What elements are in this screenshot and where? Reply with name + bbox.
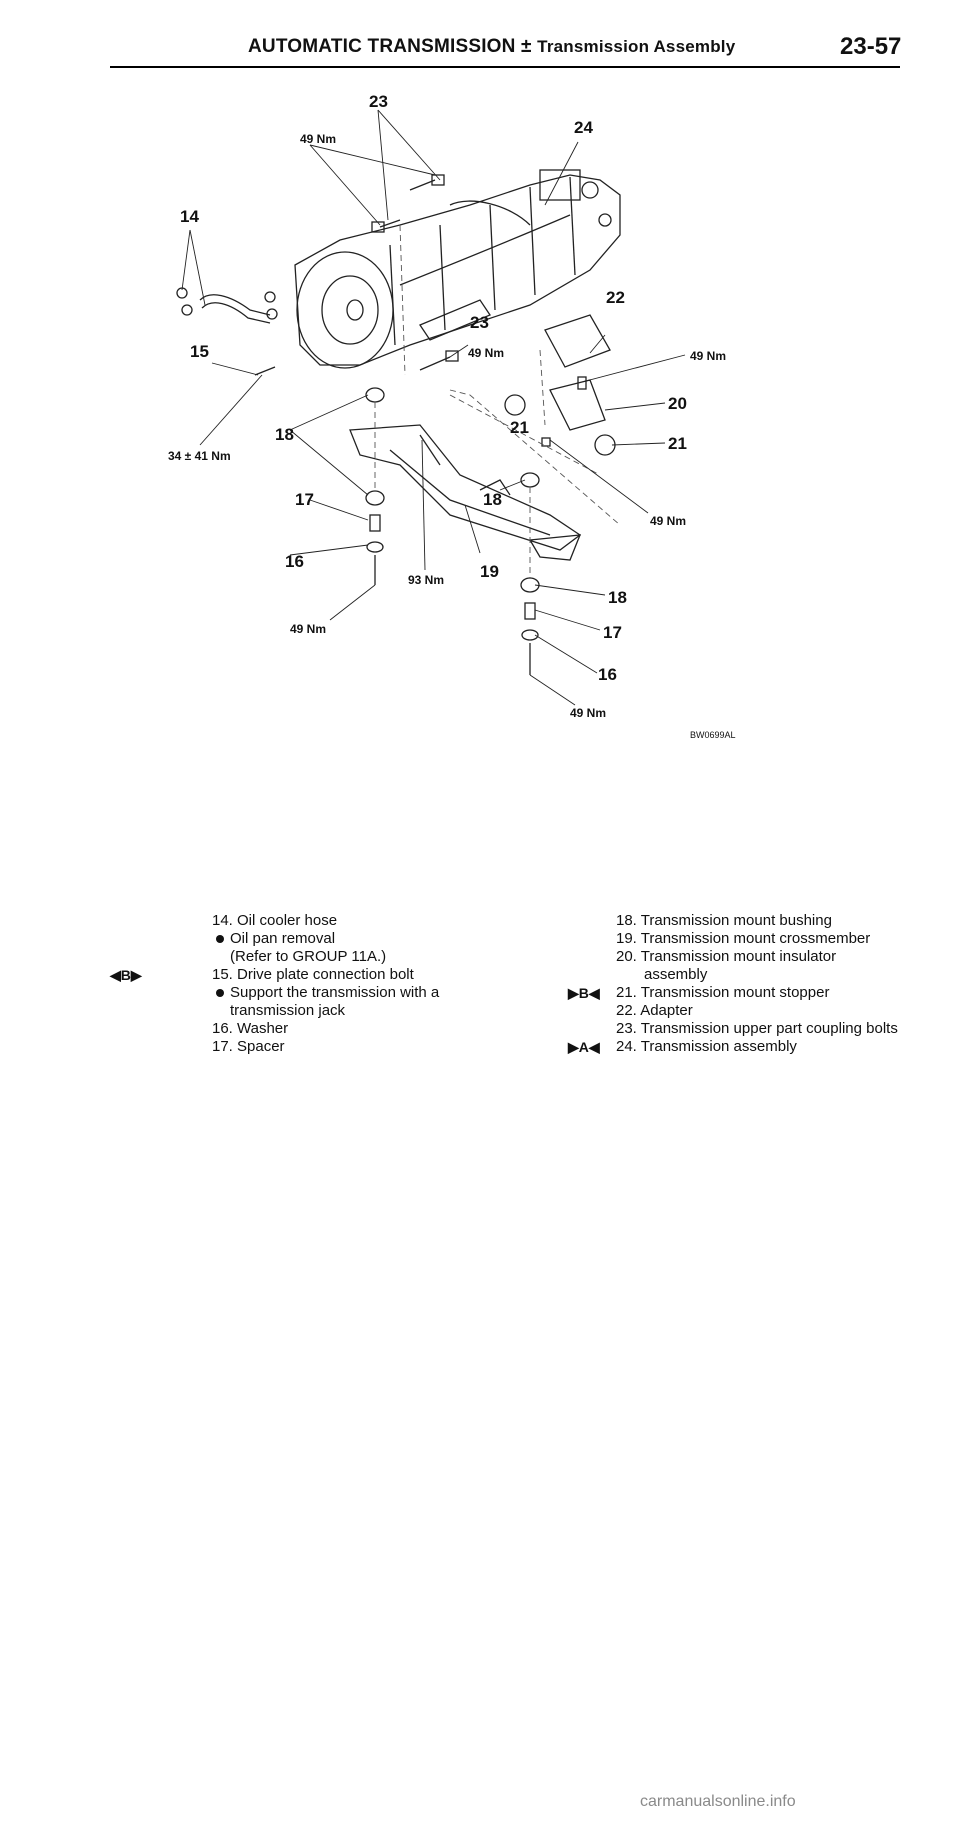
legend-item-14: 14. Oil cooler hose xyxy=(212,912,338,929)
spacer-17 xyxy=(370,515,380,531)
torque-label: 34 ± 41 Nm xyxy=(168,449,231,463)
callout-16-right: 16 xyxy=(598,665,617,684)
torque-label: 49 Nm xyxy=(300,132,337,146)
torque-label: 49 Nm xyxy=(570,706,607,720)
legend-item-19: 19. Transmission mount crossmember xyxy=(616,930,871,947)
drive-plate-bolt-drawing xyxy=(255,367,275,375)
washer-16 xyxy=(367,542,383,552)
header-rule xyxy=(110,66,900,68)
callout-24: 24 xyxy=(574,118,593,137)
oil-cooler-hose-drawing xyxy=(177,288,277,323)
watermark: carmanualsonline.info xyxy=(640,1793,796,1810)
callout-23-mid: 23 xyxy=(470,313,489,332)
torque-label: 49 Nm xyxy=(290,622,327,636)
page-number: 23-57 xyxy=(840,33,902,60)
section-subtitle: Transmission Assembly xyxy=(537,37,736,56)
callout-17-right: 17 xyxy=(603,623,622,642)
legend-item-20: 20. Transmission mount insulator xyxy=(616,948,837,965)
legend-bullet-cont: transmission jack xyxy=(230,1002,346,1019)
legend-bullet-cont: (Refer to GROUP 11A.) xyxy=(230,948,387,965)
callout-22: 22 xyxy=(606,288,625,307)
legend-item-16: 16. Washer xyxy=(212,1020,289,1037)
legend-bullet xyxy=(212,930,542,948)
legend-item-21-text: 21. Transmission mount stopper xyxy=(616,984,830,1001)
legend-left xyxy=(110,912,542,1056)
callout-19: 19 xyxy=(480,562,499,581)
bushing-18-right-upper xyxy=(521,473,539,487)
service-mark-b: ◀B▶ xyxy=(110,967,142,983)
callout-14: 14 xyxy=(180,207,199,226)
torque-label: 49 Nm xyxy=(468,346,505,360)
legend-item-15 xyxy=(110,966,542,984)
torque-label: 49 Nm xyxy=(690,349,727,363)
callout-17-left: 17 xyxy=(295,490,314,509)
exploded-diagram xyxy=(150,95,850,855)
legend-item-20-cont: assembly xyxy=(644,966,708,983)
torque-label: 93 Nm xyxy=(408,573,445,587)
legend-bullet-text: Oil pan removal xyxy=(230,930,336,947)
crossmember-bolt xyxy=(420,435,440,465)
callout-21-right: 21 xyxy=(668,434,687,453)
bullet-dot-icon xyxy=(216,989,224,997)
legend-right xyxy=(568,912,916,1056)
legend-item-18: 18. Transmission mount bushing xyxy=(616,912,832,929)
service-mark-b: ▶B◀ xyxy=(568,985,600,1001)
bushing-18-lower xyxy=(366,491,384,505)
service-mark-a: ▶A◀ xyxy=(568,1039,600,1055)
legend-item-24-text: 24. Transmission assembly xyxy=(616,1038,797,1055)
legend-bullet xyxy=(212,984,542,1002)
legend-item-21 xyxy=(568,984,916,1002)
spacer-17-right xyxy=(525,603,535,619)
callout-16-left: 16 xyxy=(285,552,304,571)
legend-bullet-text: Support the transmission with a xyxy=(230,984,440,1001)
figure-code: BW0699AL xyxy=(690,730,736,740)
bushing-18-upper xyxy=(366,388,384,402)
callout-21-left: 21 xyxy=(510,418,529,437)
transmission-assembly-drawing xyxy=(295,170,620,368)
upper-coupling-bolts-drawing xyxy=(372,175,458,370)
callout-20: 20 xyxy=(668,394,687,413)
callout-23-top: 23 xyxy=(369,95,388,111)
callout-18-left: 18 xyxy=(275,425,294,444)
bullet-dot-icon xyxy=(216,935,224,943)
crossmember-drawing xyxy=(350,425,580,560)
torque-label: 49 Nm xyxy=(650,514,687,528)
legend-item-17: 17. Spacer xyxy=(212,1038,285,1055)
legend-item-23: 23. Transmission upper part coupling bolts xyxy=(616,1020,898,1037)
callout-18-mid: 18 xyxy=(483,490,502,509)
section-title-main: AUTOMATIC TRANSMISSION ± xyxy=(248,36,532,57)
legend-item-15-text: 15. Drive plate connection bolt xyxy=(212,966,414,983)
callout-18-right: 18 xyxy=(608,588,627,607)
section-title xyxy=(248,36,735,58)
legend-item-24 xyxy=(568,1038,916,1056)
callout-15: 15 xyxy=(190,342,209,361)
legend-item-22: 22. Adapter xyxy=(616,1002,693,1019)
